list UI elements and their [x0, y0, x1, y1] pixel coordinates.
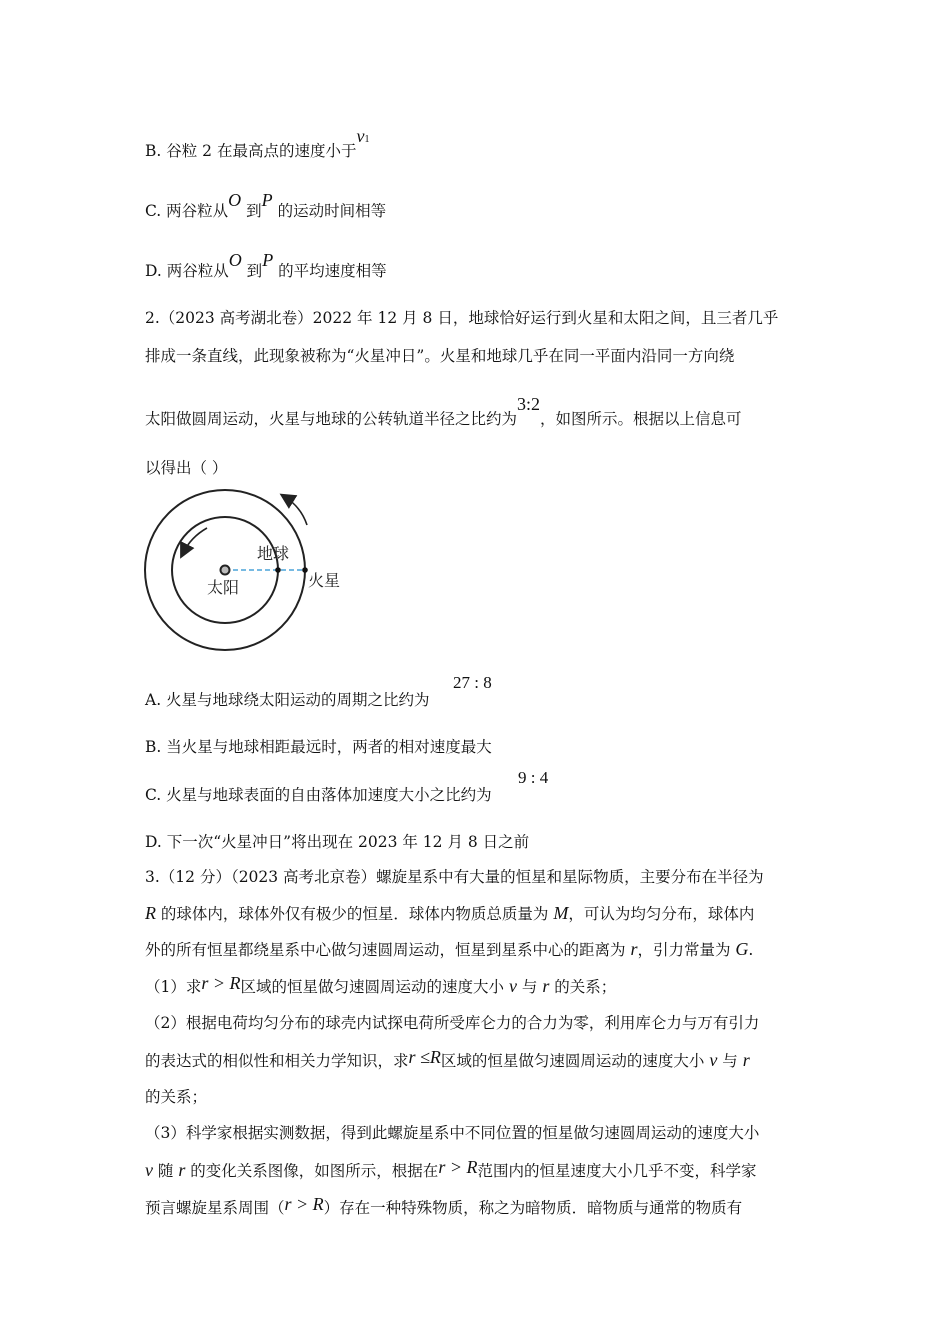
q2-option-d: D. 下一次“火星冲日”将出现在 2023 年 12 月 8 日之前	[145, 833, 530, 851]
v1-symbol: v1	[356, 126, 370, 146]
q2-option-c: C. 火星与地球表面的自由落体加速度大小之比约为	[145, 786, 492, 804]
q3-stem-line-3: 外的所有恒星都绕星系中心做匀速圆周运动，恒星到星系中心的距离为 r，引力常量为 G.	[145, 939, 754, 959]
q3-part-3-line-2: v 随 r 的变化关系图像，如图所示，根据在r > R范围内的恒星速度大小几乎不变，科学家	[145, 1157, 757, 1180]
point-o-symbol: O	[228, 190, 242, 210]
earth-dot	[275, 567, 281, 573]
q3-part-3-line-3: 预言螺旋星系周围（r > R）存在一种特殊物质，称之为暗物质．暗物质与通常的物质有	[145, 1194, 743, 1217]
q1-option-d: D. 两谷粒从O 到P 的平均速度相等	[145, 250, 387, 280]
q1-option-c: C. 两谷粒从O 到P 的运动时间相等	[145, 190, 387, 220]
q3-part-2-line-3: 的关系；	[145, 1088, 208, 1106]
q3-part-3-line-1: （3）科学家根据实测数据，得到此螺旋星系中不同位置的恒星做匀速圆周运动的速度大小	[145, 1124, 760, 1142]
q3-stem-line-1: 3.（12 分）（2023 高考北京卷）螺旋星系中有大量的恒星和星际物质，主要分布在半径为	[145, 868, 764, 886]
mars-dot	[302, 567, 308, 573]
q2-stem-line-1: 2.（2023 高考湖北卷）2022 年 12 月 8 日，地球恰好运行到火星和太阳之间，且三者几乎	[145, 309, 779, 327]
q2-option-b: B. 当火星与地球相距最远时，两者的相对速度最大	[145, 738, 492, 756]
sun-icon	[221, 566, 230, 575]
orbit-diagram	[135, 485, 365, 665]
q1-option-b-text: B. 谷粒 2 在最高点的速度小于	[145, 142, 357, 160]
q3-part-2-line-1: （2）根据电荷均匀分布的球壳内试探电荷所受库仑力的合力为零，利用库仑力与万有引力	[145, 1014, 760, 1032]
mars-label: 火星	[308, 571, 341, 590]
q2-stem-line-4: 以得出（ ）	[145, 459, 228, 477]
q3-part-1: （1）求r > R区域的恒星做匀速圆周运动的速度大小 v 与 r 的关系；	[145, 973, 617, 996]
earth-direction-arrow	[183, 528, 207, 553]
q1-option-b	[145, 126, 370, 164]
q3-part-2-line-2: 的表达式的相似性和相关力学知识，求r ≤R区域的恒星做匀速圆周运动的速度大小 v 与 r	[145, 1047, 750, 1070]
point-o-symbol: O	[228, 250, 242, 270]
q2-stem-line-2: 排成一条直线，此现象被称为“火星冲日”。火星和地球几乎在同一平面内沿同一方向绕	[145, 347, 735, 365]
point-p-symbol: P	[262, 250, 274, 270]
q2-option-a-ratio: 27 : 8	[453, 673, 492, 692]
point-p-symbol: P	[261, 190, 273, 210]
q3-stem-line-2: R 的球体内，球体外仅有极少的恒星．球体内物质总质量为 M，可认为均匀分布，球体内	[145, 903, 755, 923]
q2-option-a: A. 火星与地球绕太阳运动的周期之比约为	[145, 691, 430, 709]
q2-stem-line-3: 太阳做圆周运动，火星与地球的公转轨道半径之比约为3:2，如图所示。根据以上信息可	[145, 394, 742, 428]
earth-label: 地球	[257, 544, 290, 563]
radius-ratio: 3:2	[517, 394, 541, 414]
q2-option-c-ratio: 9 : 4	[518, 768, 549, 787]
sun-label: 太阳	[207, 578, 240, 597]
